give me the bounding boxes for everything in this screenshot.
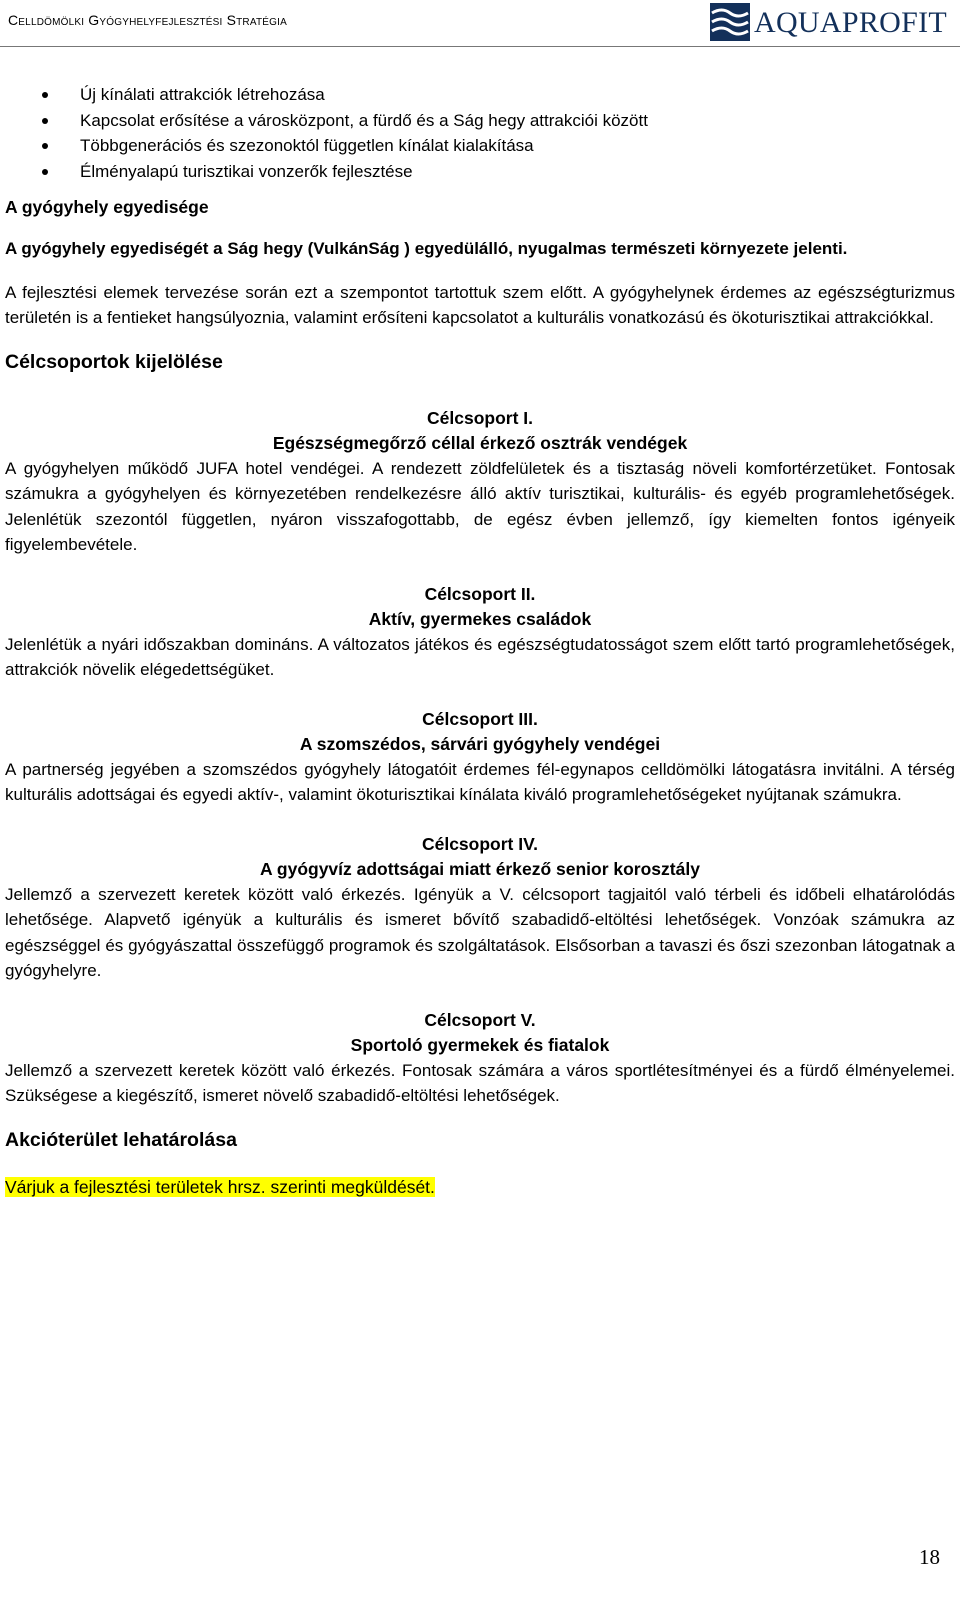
bullet-icon [42, 118, 48, 124]
list-item: Élményalapú turisztikai vonzerők fejlesztése [5, 159, 955, 185]
target-group-label: Célcsoport III. [422, 708, 538, 729]
logo-wave-icon [710, 3, 750, 43]
target-group-text: Jellemző a szervezett keretek között való érkezés. Igényük a V. célcsoport tagjaitól való térbeli és időbeli elhatárolódás lehetősége. Alapvető igényük a kulturális és ismeret bővítő szabadidő-eltöltési lehetőségek. Vonzóak számukra az egészséggel és gyógyászattal összefüggő programok és szolgáltatások. Elsősorban a tavaszi és őszi szezonban látogatnak a gyógyhelyre. [5, 884, 955, 980]
uniqueness-bold-paragraph: A gyógyhely egyediségét a Ság hegy (VulkánSág ) egyedülálló, nyugalmas természeti környezete jelenti. [5, 239, 848, 258]
target-group-2 [5, 582, 955, 683]
target-group-5 [5, 1008, 955, 1109]
target-group-title: A gyógyvíz adottságai miatt érkező senior korosztály [260, 858, 700, 879]
aquaprofit-logo [710, 2, 958, 44]
target-group-title: Egészségmegőrző céllal érkező osztrák vendégek [272, 432, 688, 453]
target-group-label: Célcsoport V. [424, 1009, 536, 1030]
target-group-label: Célcsoport I. [427, 407, 533, 428]
uniqueness-paragraph: A fejlesztési elemek tervezése során ezt a szempontot tartottuk szem előtt. A gyógyhelynek érdemes az egészségturizmus területén is a fentieket hangsúlyoznia, valamint erősíteni kapcsolatot a kulturális vonatkozású és ökoturisztikai attrakciókkal. [5, 282, 955, 327]
page-content [5, 82, 955, 1198]
target-group-label: Célcsoport II. [424, 583, 536, 604]
list-item: Új kínálati attrakciók létrehozása [5, 82, 955, 108]
target-group-1 [5, 406, 955, 558]
goals-list [5, 82, 955, 184]
page-header [0, 0, 960, 52]
highlighted-request: Várjuk a fejlesztési területek hrsz. szerinti megküldését. [5, 1176, 435, 1197]
target-group-4 [5, 832, 955, 984]
bullet-icon [42, 143, 48, 149]
list-item: Kapcsolat erősítése a városközpont, a fürdő és a Ság hegy attrakciói között [5, 108, 955, 134]
target-group-3 [5, 707, 955, 808]
target-group-text: A gyógyhelyen működő JUFA hotel vendégei. A rendezett zöldfelületek és a tisztaság növeli komfortérzetüket. Fontosak számukra a gyógyhelyen és környezetében rendelkezésre álló aktív turisztikai, kulturális- és egyéb programlehetőségek. Jelenlétük szezontól független, nyáron visszafogottabb, de egész évben jellemző, így kiemelten fontos igényeik figyelembevétele. [5, 458, 955, 554]
target-group-label: Célcsoport IV. [421, 833, 539, 854]
list-item: Többgenerációs és szezonoktól független kínálat kialakítása [5, 133, 955, 159]
target-group-title: Aktív, gyermekes családok [368, 608, 592, 629]
document-title: Celldömölki Gyógyhelyfejlesztési Stratégia [8, 12, 287, 28]
target-group-title: Sportoló gyermekek és fiatalok [350, 1034, 610, 1055]
bullet-icon [42, 92, 48, 98]
target-group-text: Jelenlétük a nyári időszakban domináns. A változatos játékos és egészségtudatosságot szem előtt tartó programlehetőségek, attrakciók növelik elégedettségüket. [5, 634, 955, 679]
header-divider [0, 46, 960, 47]
action-area-heading: Akcióterület lehatárolása [5, 1128, 237, 1151]
target-group-title: A szomszédos, sárvári gyógyhely vendégei [299, 733, 661, 754]
page-number: 18 [919, 1545, 940, 1569]
target-group-text: Jellemző a szervezett keretek között való érkezés. Fontosak számára a város sportlétesítményei és a fürdő élményelemei. Szükségese a kiegészítő, ismeret növelő szabadidő-eltöltési lehetőségek. [5, 1060, 955, 1105]
target-groups-heading: Célcsoportok kijelölése [5, 350, 223, 373]
target-group-text: A partnerség jegyében a szomszédos gyógyhely látogatóit érdemes fél-egynapos celldömölki látogatásra invitálni. A térség kulturális adottságai és egyedi aktív-, valamint ökoturisztikai kínálata kiváló programlehetőségeket nyújtanak számukra. [5, 759, 955, 804]
logo-text: AQUAPROFIT [754, 6, 948, 39]
uniqueness-heading: A gyógyhely egyedisége [5, 197, 209, 217]
bullet-icon [42, 169, 48, 175]
